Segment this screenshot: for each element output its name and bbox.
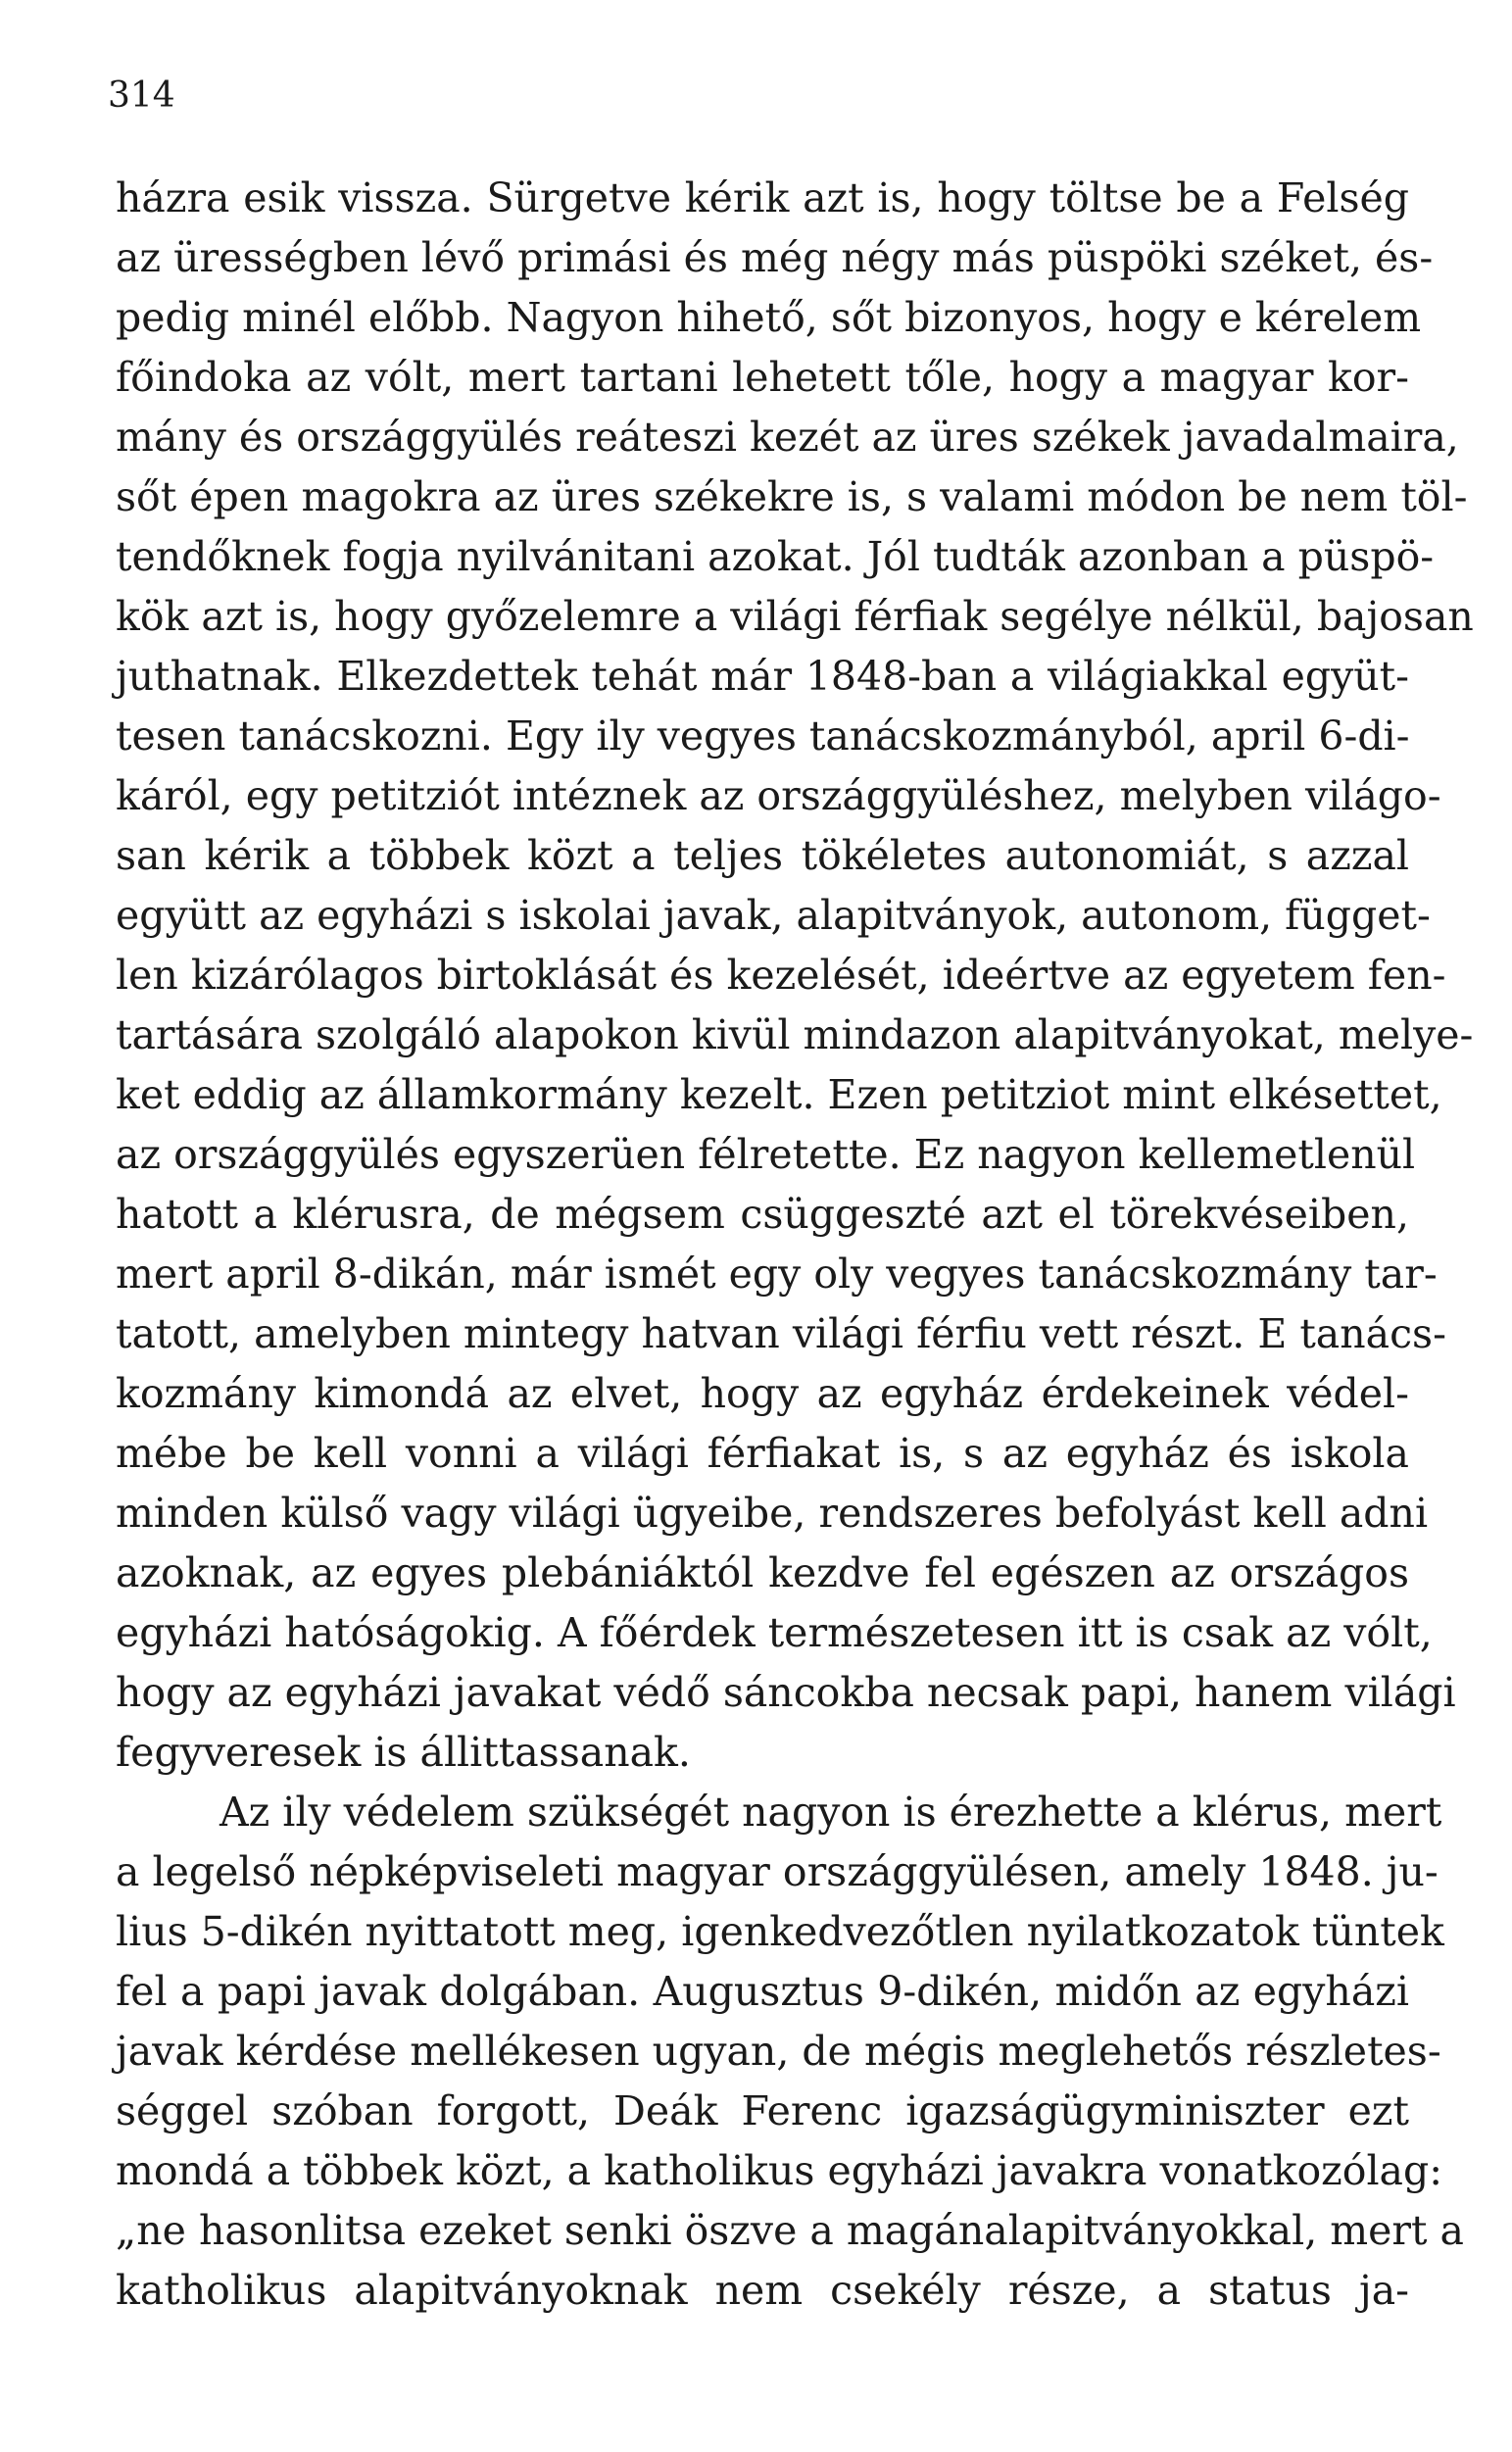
text-line: lius 5-dikén nyittatott meg, igenkedvezőtlen nyilatkozatok tüntek (116, 1908, 1444, 1955)
text-line: mébe be kell vonni a világi férfiakat is, s az egyház és iskola (116, 1430, 1409, 1477)
text-line: tatott, amelyben mintegy hatvan világi férfiu vett részt. E tanács- (116, 1310, 1446, 1357)
page-number: 314 (108, 75, 175, 116)
text-line: főindoka az vólt, mert tartani lehetett tőle, hogy a magyar kor- (116, 354, 1409, 401)
text-line: juthatnak. Elkezdettek tehát már 1848-ban a világiakkal együt- (116, 653, 1409, 700)
text-line: hatott a klérusra, de mégsem csüggeszté azt el törekvéseiben, (116, 1191, 1409, 1238)
text-line: az országgyülés egyszerüen félretette. Ez nagyon kellemetlenül (116, 1131, 1416, 1178)
text-line: Az ily védelem szükségét nagyon is érezhette a klérus, mert (219, 1789, 1442, 1836)
text-line: minden külső vagy világi ügyeibe, rendszeres befolyást kell adni (116, 1490, 1429, 1537)
text-line: sőt épen magokra az üres székekre is, s valami módon be nem töl- (116, 473, 1468, 520)
text-line: mert april 8-dikán, már ismét egy oly vegyes tanácskozmány tar- (116, 1251, 1438, 1298)
text-line: kök azt is, hogy győzelemre a világi férfiak segélye nélkül, bajosan (116, 593, 1474, 640)
text-line: mondá a többek közt, a katholikus egyházi javakra vonatkozólag: (116, 2147, 1443, 2194)
text-line: fegyveresek is állittassanak. (116, 1729, 691, 1776)
text-line: len kizárólagos birtoklását és kezelését, ideértve az egyetem fen- (116, 952, 1446, 999)
text-line: a legelső népképviseleti magyar országgyülésen, amely 1848. ju- (116, 1848, 1439, 1895)
text-line: házra esik vissza. Sürgetve kérik azt is, hogy töltse be a Felség (116, 174, 1409, 221)
text-line: tartására szolgáló alapokon kivül mindazon alapitványokat, melye- (116, 1011, 1474, 1058)
text-line: együtt az egyházi s iskolai javak, alapitványok, autonom, függet- (116, 892, 1431, 939)
text-line: tendőknek fogja nyilvánitani azokat. Jól tudták azonban a püspö- (116, 533, 1435, 580)
text-line: pedig minél előbb. Nagyon hihető, sőt bizonyos, hogy e kérelem (116, 294, 1422, 341)
text-line: azoknak, az egyes plebániáktól kezdve fel egészen az országos (116, 1549, 1409, 1596)
text-line: az ürességben lévő primási és még négy más püspöki széket, és- (116, 234, 1434, 281)
text-line: katholikus alapitványoknak nem csekély része, a status ja- (116, 2267, 1409, 2314)
text-line: egyházi hatóságokig. A főérdek természetesen itt is csak az vólt, (116, 1609, 1433, 1656)
text-line: mány és országgyülés reáteszi kezét az üres székek javadalmaira, (116, 414, 1459, 461)
body-text (116, 169, 1474, 2321)
text-line: „ne hasonlitsa ezeket senki öszve a magánalapitványokkal, mert a (116, 2207, 1464, 2254)
text-line: kozmány kimondá az elvet, hogy az egyház érdekeinek védel- (116, 1370, 1409, 1417)
text-line: hogy az egyházi javakat védő sáncokba necsak papi, hanem világi (116, 1669, 1456, 1716)
text-line: ket eddig az államkormány kezelt. Ezen petitziot mint elkésettet, (116, 1071, 1442, 1118)
text-line: javak kérdése mellékesen ugyan, de mégis meglehetős részletes- (116, 2028, 1441, 2075)
text-line: káról, egy petitziót intéznek az országgyüléshez, melyben világo- (116, 772, 1441, 819)
text-line: tesen tanácskozni. Egy ily vegyes tanácskozmányból, april 6-di- (116, 712, 1410, 760)
text-line: fel a papi javak dolgában. Augusztus 9-dikén, midőn az egyházi (116, 1968, 1409, 2015)
text-line: séggel szóban forgott, Deák Ferenc igazságügyminiszter ezt (116, 2087, 1409, 2134)
text-line: san kérik a többek közt a teljes tökéletes autonomiát, s azzal (116, 832, 1409, 879)
